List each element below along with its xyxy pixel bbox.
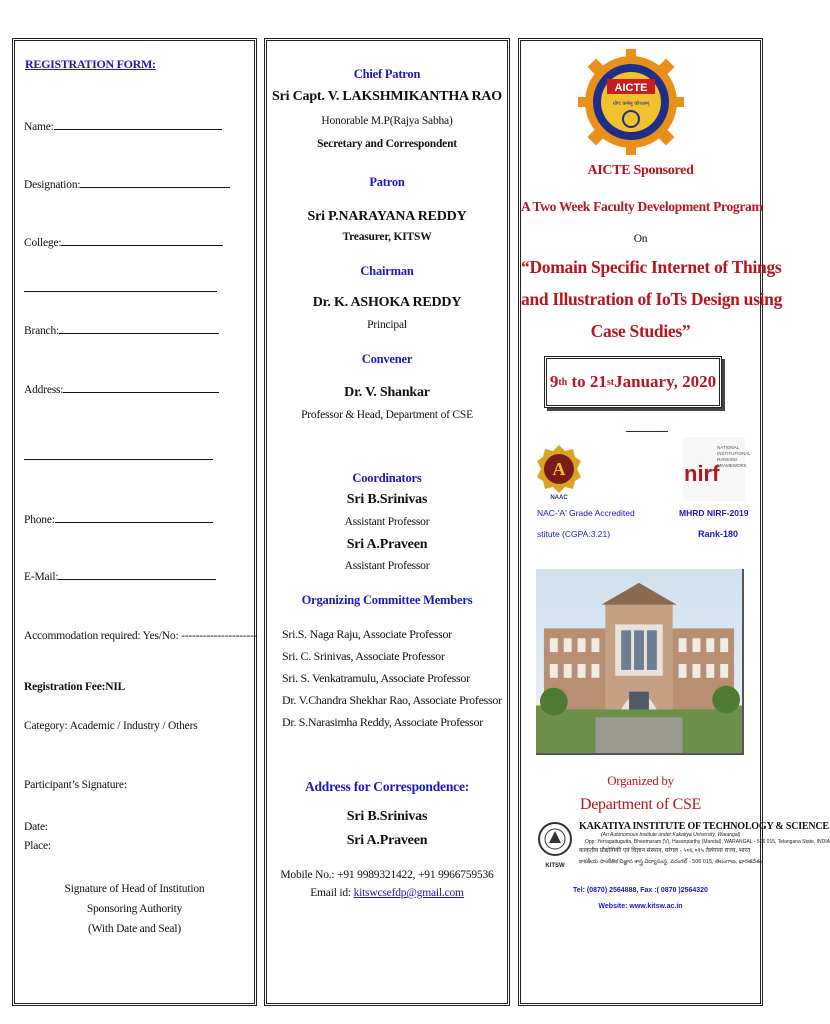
email-line: Email id: kitswcsefdp@gmail.com bbox=[310, 887, 464, 899]
list-item: Sri. S. Venkatramulu, Associate Professor bbox=[282, 671, 470, 685]
svg-text:INSTITUTIONAL: INSTITUTIONAL bbox=[717, 451, 751, 456]
chairman-role: Chairman bbox=[360, 264, 414, 278]
branch-field[interactable]: Branch: bbox=[24, 325, 219, 337]
list-item: Dr. S.Narasimha Reddy, Associate Professor bbox=[282, 715, 483, 729]
registration-title: REGISTRATION FORM: bbox=[25, 57, 156, 71]
sponsor-label: AICTE Sponsored bbox=[587, 163, 694, 178]
category-field[interactable]: Category: Academic / Industry / Others bbox=[24, 720, 198, 732]
college-blank-line[interactable] bbox=[24, 291, 217, 292]
chief-patron-role: Chief Patron bbox=[353, 67, 421, 81]
patron-name: Sri P.NARAYANA REDDY bbox=[307, 209, 467, 224]
program-dates: 9 th to 21 st January, 2020 bbox=[544, 356, 722, 408]
program-title-line-1: “Domain Specific Internet of Things bbox=[521, 257, 782, 277]
institute-name: KAKATIYA INSTITUTE OF TECHNOLOGY & SCIENCE bbox=[579, 821, 829, 832]
svg-text:A: A bbox=[552, 459, 566, 479]
phone-field[interactable]: Phone: bbox=[24, 514, 213, 526]
organizing-members-list bbox=[282, 623, 502, 733]
program-panel bbox=[518, 38, 830, 1006]
nirf-rank: Rank-180 bbox=[698, 529, 739, 539]
institute-telugu: కాకతీయ సాంకేతిక విజ్ఞాన శాస్త్ర విద్యాసంస్థ, వరంగల్ - 506 015, తెలంగాణ, భారతదేశం bbox=[579, 859, 762, 865]
patron-title: Treasurer, KITSW bbox=[342, 231, 432, 243]
nirf-logo bbox=[683, 437, 751, 501]
committee-panel bbox=[264, 38, 510, 1006]
organized-by: Organized by bbox=[607, 773, 674, 788]
correspondence-heading: Address for Correspondence: bbox=[304, 779, 470, 794]
naac-grade: NAC-'A' Grade Accredited bbox=[537, 508, 635, 518]
patron-role: Patron bbox=[369, 175, 405, 189]
date-field: Date: bbox=[24, 821, 48, 833]
coordinator-2-name: Sri A.Praveen bbox=[346, 537, 428, 552]
correspondence-name-2: Sri A.Praveen bbox=[346, 833, 428, 848]
svg-text:nirf: nirf bbox=[684, 461, 720, 486]
naac-badge-icon bbox=[535, 443, 583, 501]
department-name: Department of CSE bbox=[579, 796, 702, 813]
accommodation-field[interactable]: Accommodation required: Yes/No: --------------------- bbox=[24, 630, 258, 642]
list-item: Sri.S. Naga Raju, Associate Professor bbox=[282, 627, 452, 641]
designation-field[interactable]: Designation: bbox=[24, 179, 230, 191]
place-field: Place: bbox=[24, 840, 51, 852]
institute-block bbox=[579, 821, 830, 867]
institute-contact: Tel: (0870) 2564888, Fax :( 0870 )2564320 bbox=[573, 887, 708, 894]
program-on: On bbox=[633, 233, 648, 245]
head-signature-block: Signature of Head of Institution Sponsoring Authority (With Date and Seal) bbox=[64, 883, 205, 935]
convener-title: Professor & Head, Department of CSE bbox=[301, 409, 473, 421]
campus-building-image bbox=[536, 569, 744, 755]
svg-text:RANKING: RANKING bbox=[717, 457, 738, 462]
aicte-logo-subtext: योगः कर्मसु कौशलम् bbox=[612, 101, 650, 107]
chief-patron-name: Sri Capt. V. LAKSHMIKANTHA RAO bbox=[272, 89, 502, 104]
chief-patron-title: Honorable M.P(Rajya Sabha) bbox=[321, 115, 453, 127]
chief-patron-subtitle: Secretary and Correspondent bbox=[317, 138, 457, 150]
institute-website[interactable]: Website: www.kitsw.ac.in bbox=[598, 903, 683, 910]
program-type: A Two Week Faculty Development Program bbox=[521, 199, 763, 214]
college-field[interactable]: College: bbox=[24, 237, 223, 249]
svg-text:NAAC: NAAC bbox=[550, 495, 568, 501]
name-field[interactable]: Name: bbox=[24, 121, 222, 133]
kits-emblem-icon bbox=[535, 821, 575, 871]
coordinator-1-name: Sri B.Srinivas bbox=[346, 492, 428, 507]
naac-cgpa: stitute (CGPA:3.21) bbox=[537, 529, 611, 539]
address-field[interactable]: Address: bbox=[24, 384, 219, 396]
registration-fee: Registration Fee:NIL bbox=[24, 681, 126, 693]
email-link[interactable]: kitswcsefdp@gmail.com bbox=[353, 887, 464, 899]
list-item: Sri. C. Srinivas, Associate Professor bbox=[282, 649, 445, 663]
nirf-label: MHRD NIRF-2019 bbox=[679, 508, 749, 518]
organizing-committee-role: Organizing Committee Members bbox=[301, 593, 473, 607]
program-title-line-3: Case Studies” bbox=[590, 321, 691, 341]
institute-sub2: Opp: Yerragattugutta, Bheemaram (V), Hasanparthy (Mandal), WARANGAL - 506 015, Telangana State, INDIA bbox=[585, 838, 830, 845]
chairman-title: Principal bbox=[367, 319, 407, 331]
address-blank-line[interactable] bbox=[24, 459, 213, 460]
participant-signature: Participant’s Signature: bbox=[24, 779, 127, 791]
program-title-line-2: and Illustration of IoTs Design using bbox=[521, 289, 783, 309]
chairman-name: Dr. K. ASHOKA REDDY bbox=[312, 295, 462, 310]
correspondence-name-1: Sri B.Srinivas bbox=[346, 809, 428, 824]
svg-text:NATIONAL: NATIONAL bbox=[717, 445, 740, 450]
svg-text:FRAMEWORK: FRAMEWORK bbox=[717, 463, 747, 468]
convener-role: Convener bbox=[361, 352, 413, 366]
mobile-numbers: Mobile No.: +91 9989321422, +91 9966759536 bbox=[280, 869, 494, 881]
institute-sub1: (An Autonomous Institute under Kakatiya University, Warangal) bbox=[601, 832, 741, 838]
registration-panel bbox=[12, 38, 257, 1006]
coordinators-role: Coordinators bbox=[352, 471, 422, 485]
list-item: Dr. V.Chandra Shekhar Rao, Associate Professor bbox=[282, 693, 502, 707]
coordinator-1-title: Assistant Professor bbox=[344, 516, 430, 528]
email-field[interactable]: E-Mail: bbox=[24, 571, 216, 583]
aicte-logo bbox=[576, 47, 686, 157]
aicte-logo-text: AICTE bbox=[614, 82, 648, 94]
convener-name: Dr. V. Shankar bbox=[344, 385, 430, 400]
coordinator-2-title: Assistant Professor bbox=[344, 560, 430, 572]
divider bbox=[626, 431, 668, 432]
emblem-label: KITSW bbox=[545, 863, 565, 869]
institute-hindi: काकतीय प्रौद्योगिकी एवं विज्ञान संस्थान, वरंगल - ५०६ ०१५ तेलंगाना राज्य, भारत bbox=[579, 848, 751, 854]
